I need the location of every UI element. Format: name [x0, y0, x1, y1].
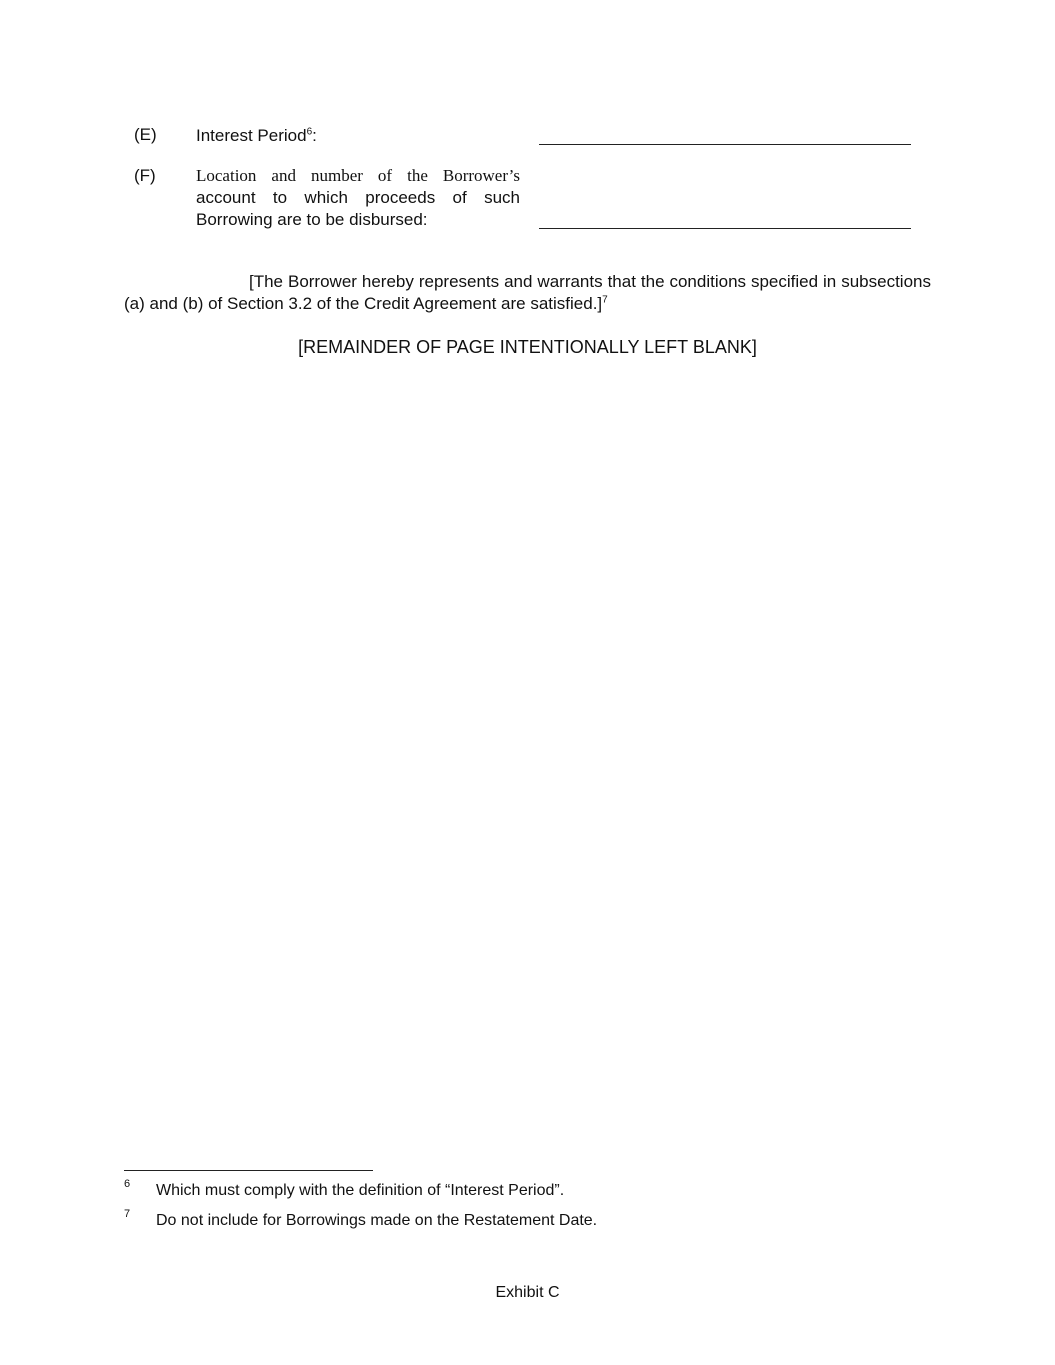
remainder-blank-note: [REMAINDER OF PAGE INTENTIONALLY LEFT BLANK]	[298, 337, 757, 357]
representation-paragraph	[124, 271, 931, 315]
interest-period-blank-line	[539, 144, 911, 145]
item-f-text-rest: account to which proceeds of such Borrowing are to be disbursed:	[196, 188, 520, 229]
item-f-text-line1: Location and number of the Borrower’s	[196, 166, 520, 185]
account-blank-line	[539, 228, 911, 229]
item-e-text	[196, 125, 526, 147]
item-f-text	[196, 165, 520, 231]
footnote-ref-6[interactable]: 6	[306, 126, 313, 138]
item-e-label: (E)	[134, 125, 157, 144]
item-f-label: (F)	[134, 166, 156, 185]
footnote-7-number: 7	[124, 1208, 131, 1220]
item-e-colon: :	[312, 126, 317, 145]
footnote-ref-7[interactable]: 7	[602, 294, 608, 306]
footnote-6-number: 6	[124, 1178, 131, 1190]
representation-text: [The Borrower hereby represents and warrants that the conditions specified in subsections (a) and (b) of Section 3.2 of the Credit Agreement are satisfied.]	[124, 272, 931, 313]
footnote-7-text: Do not include for Borrowings made on the Restatement Date.	[156, 1212, 598, 1229]
page-footer: Exhibit C	[495, 1284, 560, 1301]
item-e-caption: Interest Period	[196, 126, 307, 145]
footnote-separator	[124, 1170, 373, 1171]
footnote-6-text: Which must comply with the definition of “Interest Period”.	[156, 1182, 565, 1199]
